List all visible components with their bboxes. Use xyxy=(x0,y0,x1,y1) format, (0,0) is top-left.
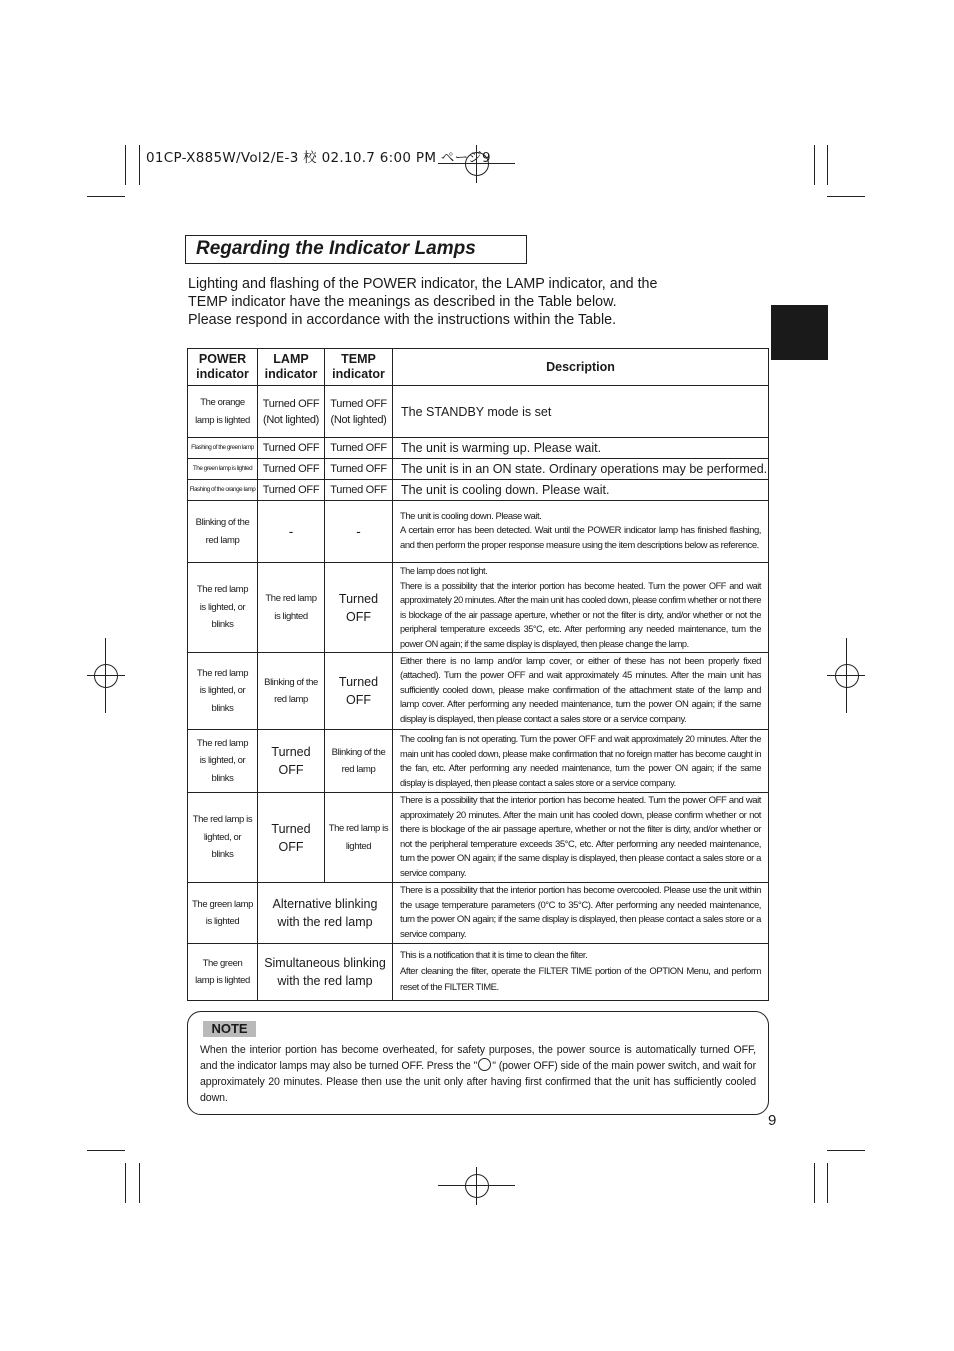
description-cell: The unit is cooling down. Please wait. A certain error has been detected. Wait until the POWER indicator lamp has finished flashing, and then perform the proper response measure using the item descriptions below as reference. xyxy=(393,501,769,563)
table-row xyxy=(188,563,769,653)
lamp-cell: - xyxy=(258,501,325,563)
lamp-temp-cell: Simultaneous blinking with the red lamp xyxy=(258,944,393,1001)
note-text: When the interior portion has become overheated, for safety purposes, the power source is automatically turned OFF, and the indicator lamps may also be turned OFF. Press the " " (power OFF) side of the main power switch, and wait for approximately 20 minutes. Please then use the unit only after having first confirmed that the unit has sufficiently cooled down. xyxy=(200,1044,756,1104)
table-row xyxy=(188,386,769,438)
temp-cell: Blinking of the red lamp xyxy=(325,730,393,793)
description-cell: The unit is in an ON state. Ordinary operations may be performed. xyxy=(393,459,769,480)
lamp-cell: The red lamp is lighted xyxy=(258,563,325,653)
table-row xyxy=(188,730,769,793)
header-power: POWER indicator xyxy=(188,349,258,386)
power-cell: The green lamp is lighted xyxy=(188,459,258,480)
temp-cell: - xyxy=(325,501,393,563)
header-lamp: LAMP indicator xyxy=(258,349,325,386)
table-header-row xyxy=(188,349,769,386)
power-cell: The red lamp is lighted, or blinks xyxy=(188,563,258,653)
intro-paragraph xyxy=(188,275,748,329)
table-row xyxy=(188,438,769,459)
table-row xyxy=(188,944,769,1001)
temp-cell: The red lamp is lighted xyxy=(325,793,393,883)
header-description: Description xyxy=(393,349,769,386)
intro-line: Please respond in accordance with the instructions within the Table. xyxy=(188,312,617,328)
description-cell: Either there is no lamp and/or lamp cover, or either of these has not been properly fixed (attached). Turn the power OFF and wait approximately 45 minutes. After the main unit has sufficiently cooled down, please make confirmation of the attachment state of the lamp and lamp cover. After performing any needed maintenance, turn the power ON again; if the same display is displayed, then please contact a sales store or a service company. xyxy=(393,653,769,730)
header-temp: TEMP indicator xyxy=(325,349,393,386)
table-row xyxy=(188,883,769,944)
description-cell: There is a possibility that the interior portion has become overcooled. Please use the unit within the usage temperature parameters (0°C to 35°C). After performing any needed maintenance, turn the power ON again; if the same display is displayed, then please contact a sales store or a service company. xyxy=(393,883,769,944)
note-label: NOTE xyxy=(203,1021,256,1037)
lamp-cell: Turned OFF xyxy=(258,730,325,793)
lamp-cell: Turned OFF xyxy=(258,459,325,480)
table-row xyxy=(188,793,769,883)
intro-line: TEMP indicator have the meanings as described in the Table below. xyxy=(188,294,617,310)
power-cell: Flashing of the green lamp xyxy=(188,438,258,459)
table-row xyxy=(188,653,769,730)
power-cell: The red lamp is lighted, or blinks xyxy=(188,653,258,730)
lamp-temp-cell: Alternative blinking with the red lamp xyxy=(258,883,393,944)
table-row xyxy=(188,501,769,563)
lamp-cell: Turned OFF xyxy=(258,793,325,883)
chapter-thumb-tab xyxy=(771,305,828,360)
description-cell: This is a notification that it is time to clean the filter. After cleaning the filter, operate the FILTER TIME portion of the OPTION Menu, and perform reset of the FILTER TIME. xyxy=(393,944,769,1001)
temp-cell: Turned OFF xyxy=(325,480,393,501)
power-cell: The green lamp is lighted xyxy=(188,944,258,1001)
power-cell: Blinking of the red lamp xyxy=(188,501,258,563)
lamp-cell: Turned OFF (Not lighted) xyxy=(258,386,325,438)
description-cell: The cooling fan is not operating. Turn the power OFF and wait approximately 20 minutes. After the main unit has cooled down, please make confirmation that no foreign matter has become caught in the fan, etc. After performing any needed maintenance, turn the power ON again; if the same display is displayed, then please contact a sales store or a service company. xyxy=(393,730,769,793)
temp-cell: Turned OFF xyxy=(325,563,393,653)
power-cell: The red lamp is lighted, or blinks xyxy=(188,730,258,793)
description-cell: The lamp does not light. There is a possibility that the interior portion has become heated. Turn the power OFF and wait approximately 20 minutes. After the main unit has cooled down, please confirm whether or not there is blockage of the air passage aperture, whether or not the filter is dirty, and/or whether or not the peripheral temperature exceeds 35°C, etc. After performing any needed maintenance, turn the power ON again; if the same display is displayed, then please change the lamp. xyxy=(393,563,769,653)
print-slug: 01CP-X885W/Vol2/E-3 校 02.10.7 6:00 PM ページ9 xyxy=(146,150,491,166)
lamp-cell: Turned OFF xyxy=(258,438,325,459)
table-row xyxy=(188,459,769,480)
temp-cell: Turned OFF xyxy=(325,653,393,730)
power-cell: The green lamp is lighted xyxy=(188,883,258,944)
lamp-cell: Blinking of the red lamp xyxy=(258,653,325,730)
description-cell: The unit is warming up. Please wait. xyxy=(393,438,769,459)
temp-cell: Turned OFF (Not lighted) xyxy=(325,386,393,438)
temp-cell: Turned OFF xyxy=(325,459,393,480)
indicator-table xyxy=(187,348,769,1001)
page-title: Regarding the Indicator Lamps xyxy=(196,238,476,259)
intro-line: Lighting and flashing of the POWER indicator, the LAMP indicator, and the xyxy=(188,276,658,292)
description-cell: The unit is cooling down. Please wait. xyxy=(393,480,769,501)
power-cell: The orange lamp is lighted xyxy=(188,386,258,438)
temp-cell: Turned OFF xyxy=(325,438,393,459)
lamp-cell: Turned OFF xyxy=(258,480,325,501)
table-row xyxy=(188,480,769,501)
page-number: 9 xyxy=(768,1112,777,1129)
description-cell: The STANDBY mode is set xyxy=(393,386,769,438)
power-cell: The red lamp is lighted, or blinks xyxy=(188,793,258,883)
description-cell: There is a possibility that the interior portion has become heated. Turn the power OFF and wait approximately 20 minutes. After the main unit has cooled down, please confirm whether or not there is blockage of the air passage aperture, whether or not the filter is dirty, and/or whether or not the peripheral temperature exceeds 35°C, etc. After performing any needed maintenance, turn the power ON again; if the same display is displayed, then please contact a sales store or a service company. xyxy=(393,793,769,883)
power-off-circle-icon xyxy=(478,1058,491,1071)
power-cell: Flashing of the orange lamp xyxy=(188,480,258,501)
